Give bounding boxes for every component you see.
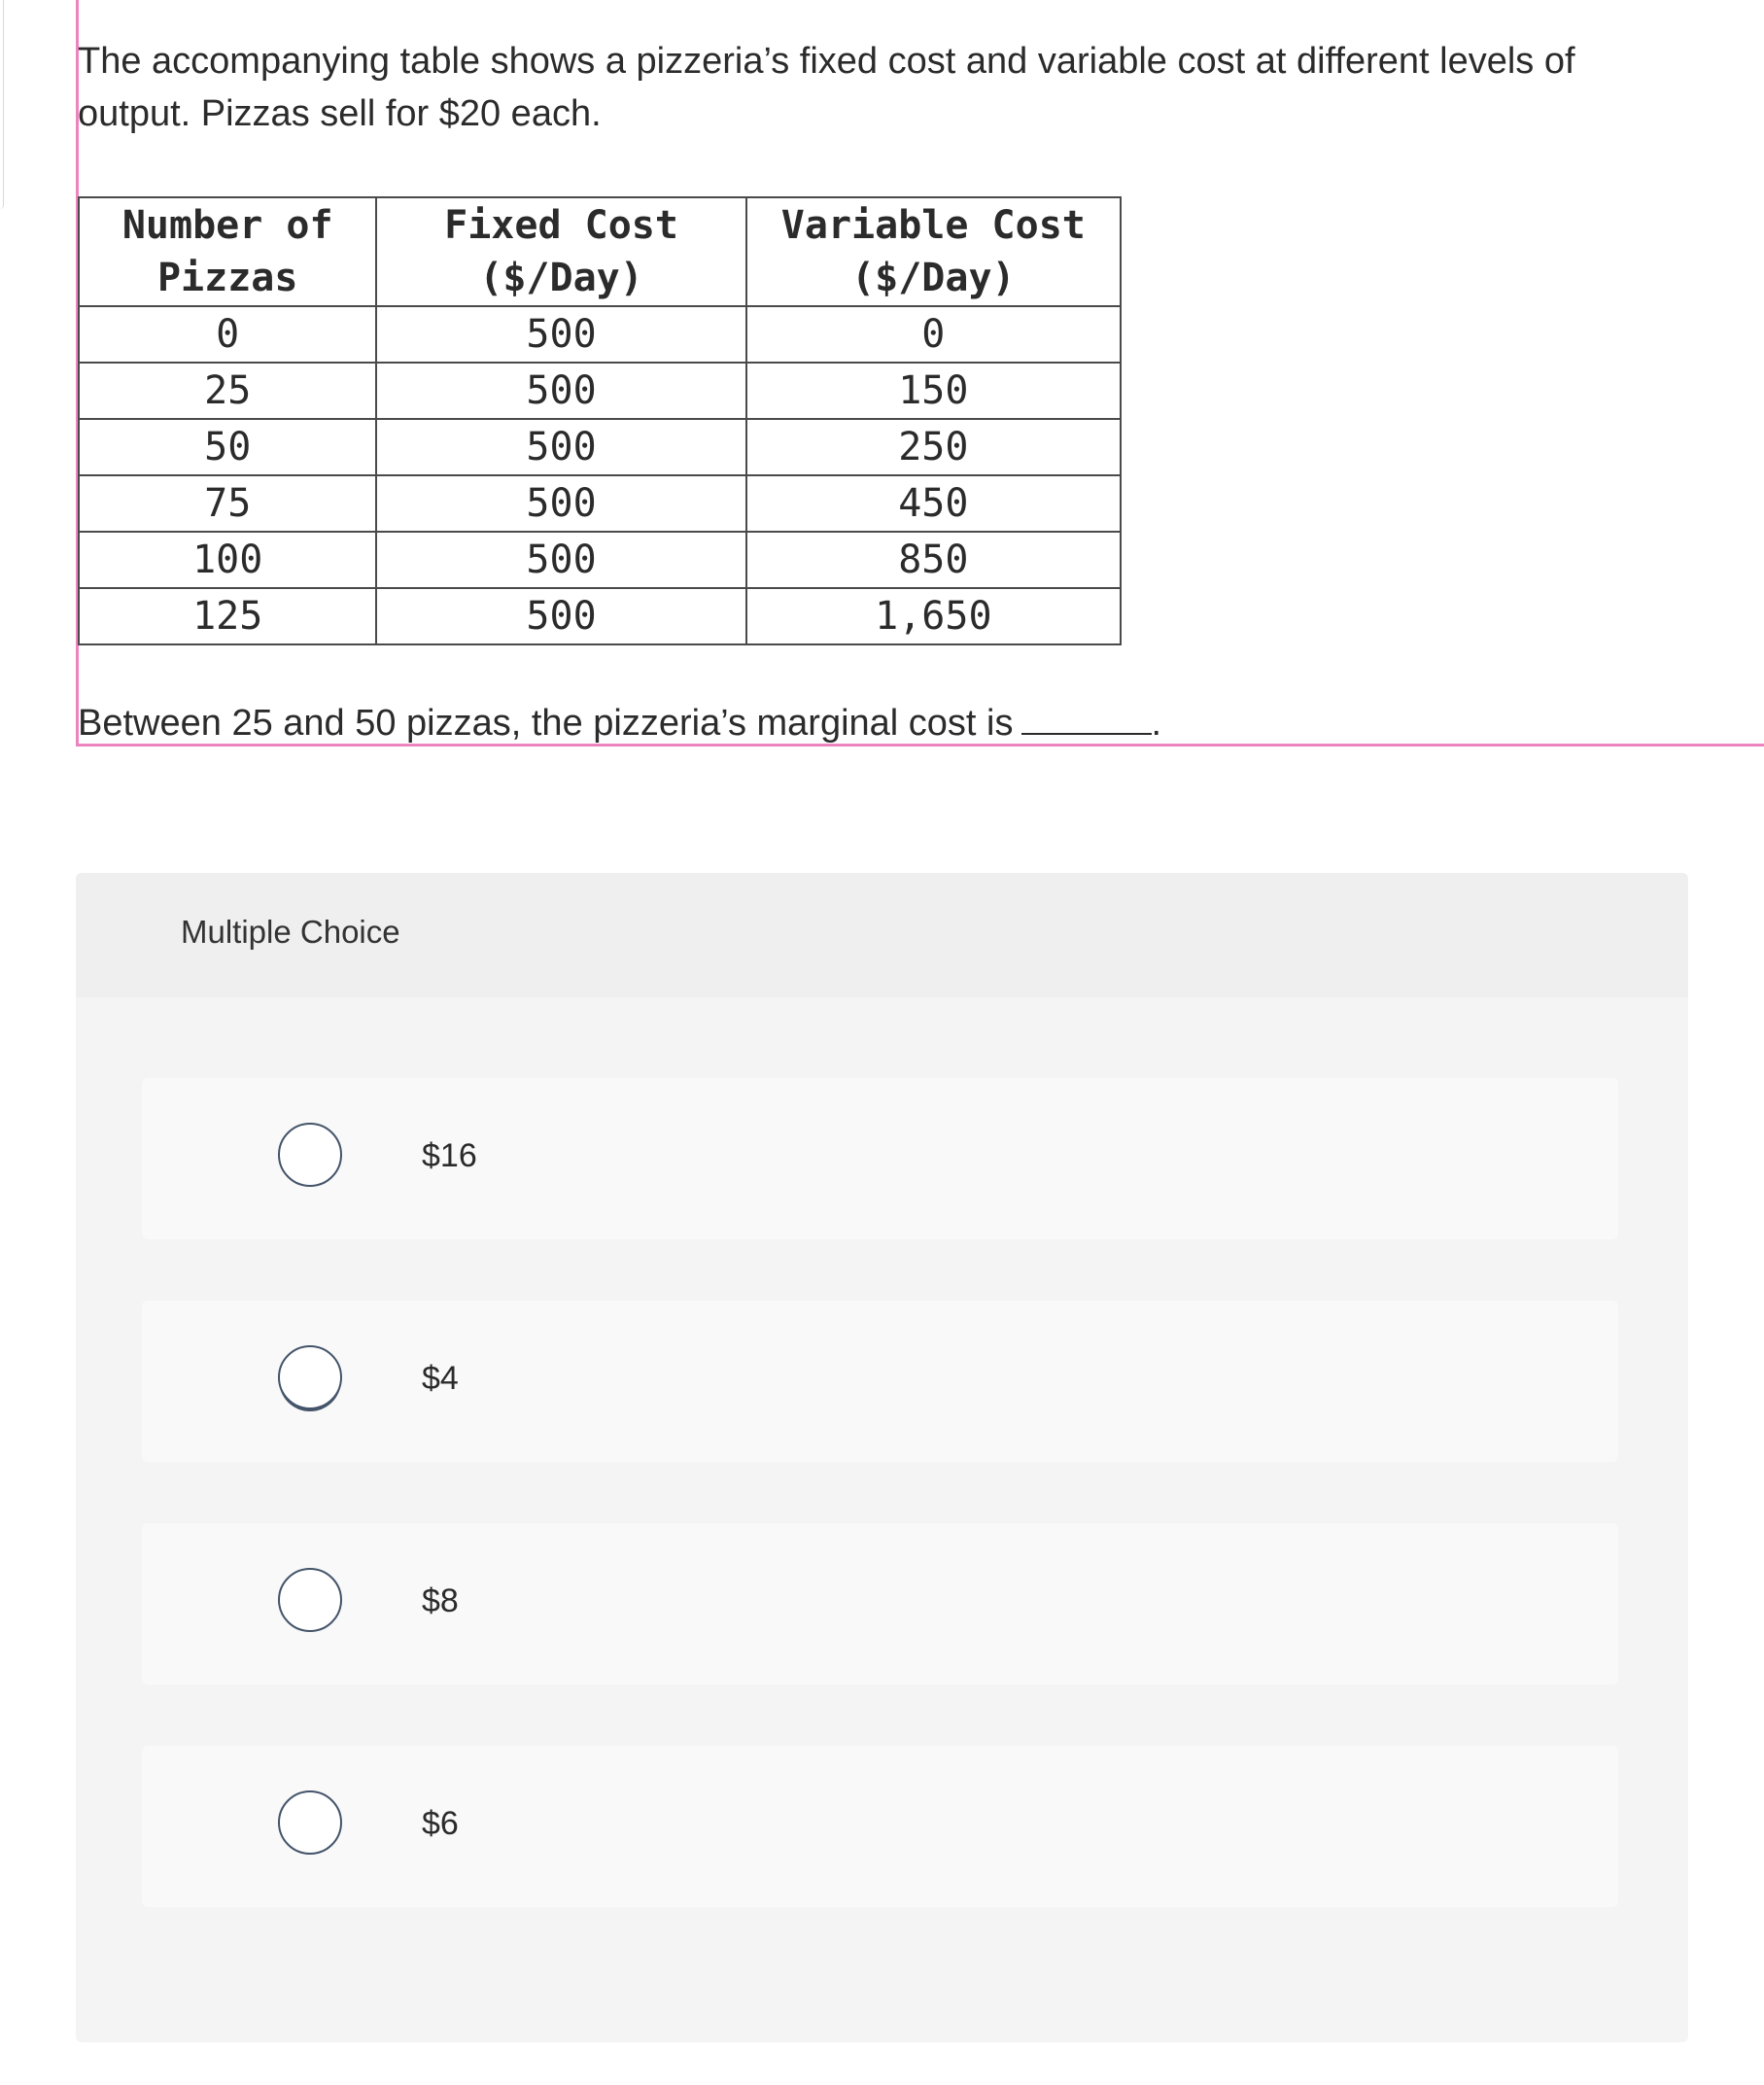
table-cell: 850 <box>746 532 1121 588</box>
radio-button-icon[interactable] <box>278 1790 342 1855</box>
table-cell: 150 <box>746 363 1121 419</box>
multiple-choice-panel <box>76 873 1688 2042</box>
page-edge-decoration <box>0 0 4 209</box>
table-cell: 250 <box>746 419 1121 475</box>
table-cell: 100 <box>79 532 376 588</box>
question-intro <box>78 35 1730 140</box>
table-row <box>79 363 1121 419</box>
choice-label: $8 <box>422 1582 459 1619</box>
table-row <box>79 588 1121 644</box>
question-prompt <box>78 694 1161 749</box>
table-row <box>79 532 1121 588</box>
header-number-of-pizzas: Number of Pizzas <box>79 197 376 306</box>
table-cell: 0 <box>746 306 1121 363</box>
table-cell: 500 <box>376 532 745 588</box>
question-intro-line-2: output. Pizzas sell for $20 each. <box>78 93 602 134</box>
table-cell: 50 <box>79 419 376 475</box>
table-cell: 25 <box>79 363 376 419</box>
choice-option-6[interactable] <box>142 1746 1618 1907</box>
radio-button-icon[interactable] <box>278 1123 342 1187</box>
table-cell: 500 <box>376 475 745 532</box>
table-cell: 500 <box>376 306 745 363</box>
multiple-choice-title: Multiple Choice <box>181 914 400 950</box>
choice-label: $16 <box>422 1137 477 1174</box>
table-cell: 1,650 <box>746 588 1121 644</box>
choice-option-8[interactable] <box>142 1523 1618 1685</box>
table-cell: 75 <box>79 475 376 532</box>
question-prompt-end: . <box>1151 703 1162 744</box>
table-cell: 0 <box>79 306 376 363</box>
table-row <box>79 475 1121 532</box>
table-cell: 500 <box>376 419 745 475</box>
radio-button-icon[interactable] <box>278 1345 342 1409</box>
choice-option-16[interactable] <box>142 1078 1618 1239</box>
table-cell: 500 <box>376 588 745 644</box>
table-row <box>79 306 1121 363</box>
table-cell: 125 <box>79 588 376 644</box>
choice-label: $4 <box>422 1360 459 1397</box>
header-variable-cost: Variable Cost ($/Day) <box>746 197 1121 306</box>
table-cell: 500 <box>376 363 745 419</box>
choice-option-4[interactable] <box>142 1301 1618 1462</box>
table-header-row <box>79 197 1121 306</box>
cost-table <box>78 196 1122 645</box>
radio-button-icon[interactable] <box>278 1568 342 1632</box>
table-cell: 450 <box>746 475 1121 532</box>
multiple-choice-header <box>76 873 1688 997</box>
choice-label: $6 <box>422 1805 459 1842</box>
answer-blank <box>1021 694 1152 735</box>
question-prompt-text: Between 25 and 50 pizzas, the pizzeria’s marginal cost is <box>78 703 1014 744</box>
table-row <box>79 419 1121 475</box>
question-intro-line-1: The accompanying table shows a pizzeria’s fixed cost and variable cost at different levels of <box>78 41 1575 82</box>
header-fixed-cost: Fixed Cost ($/Day) <box>376 197 745 306</box>
